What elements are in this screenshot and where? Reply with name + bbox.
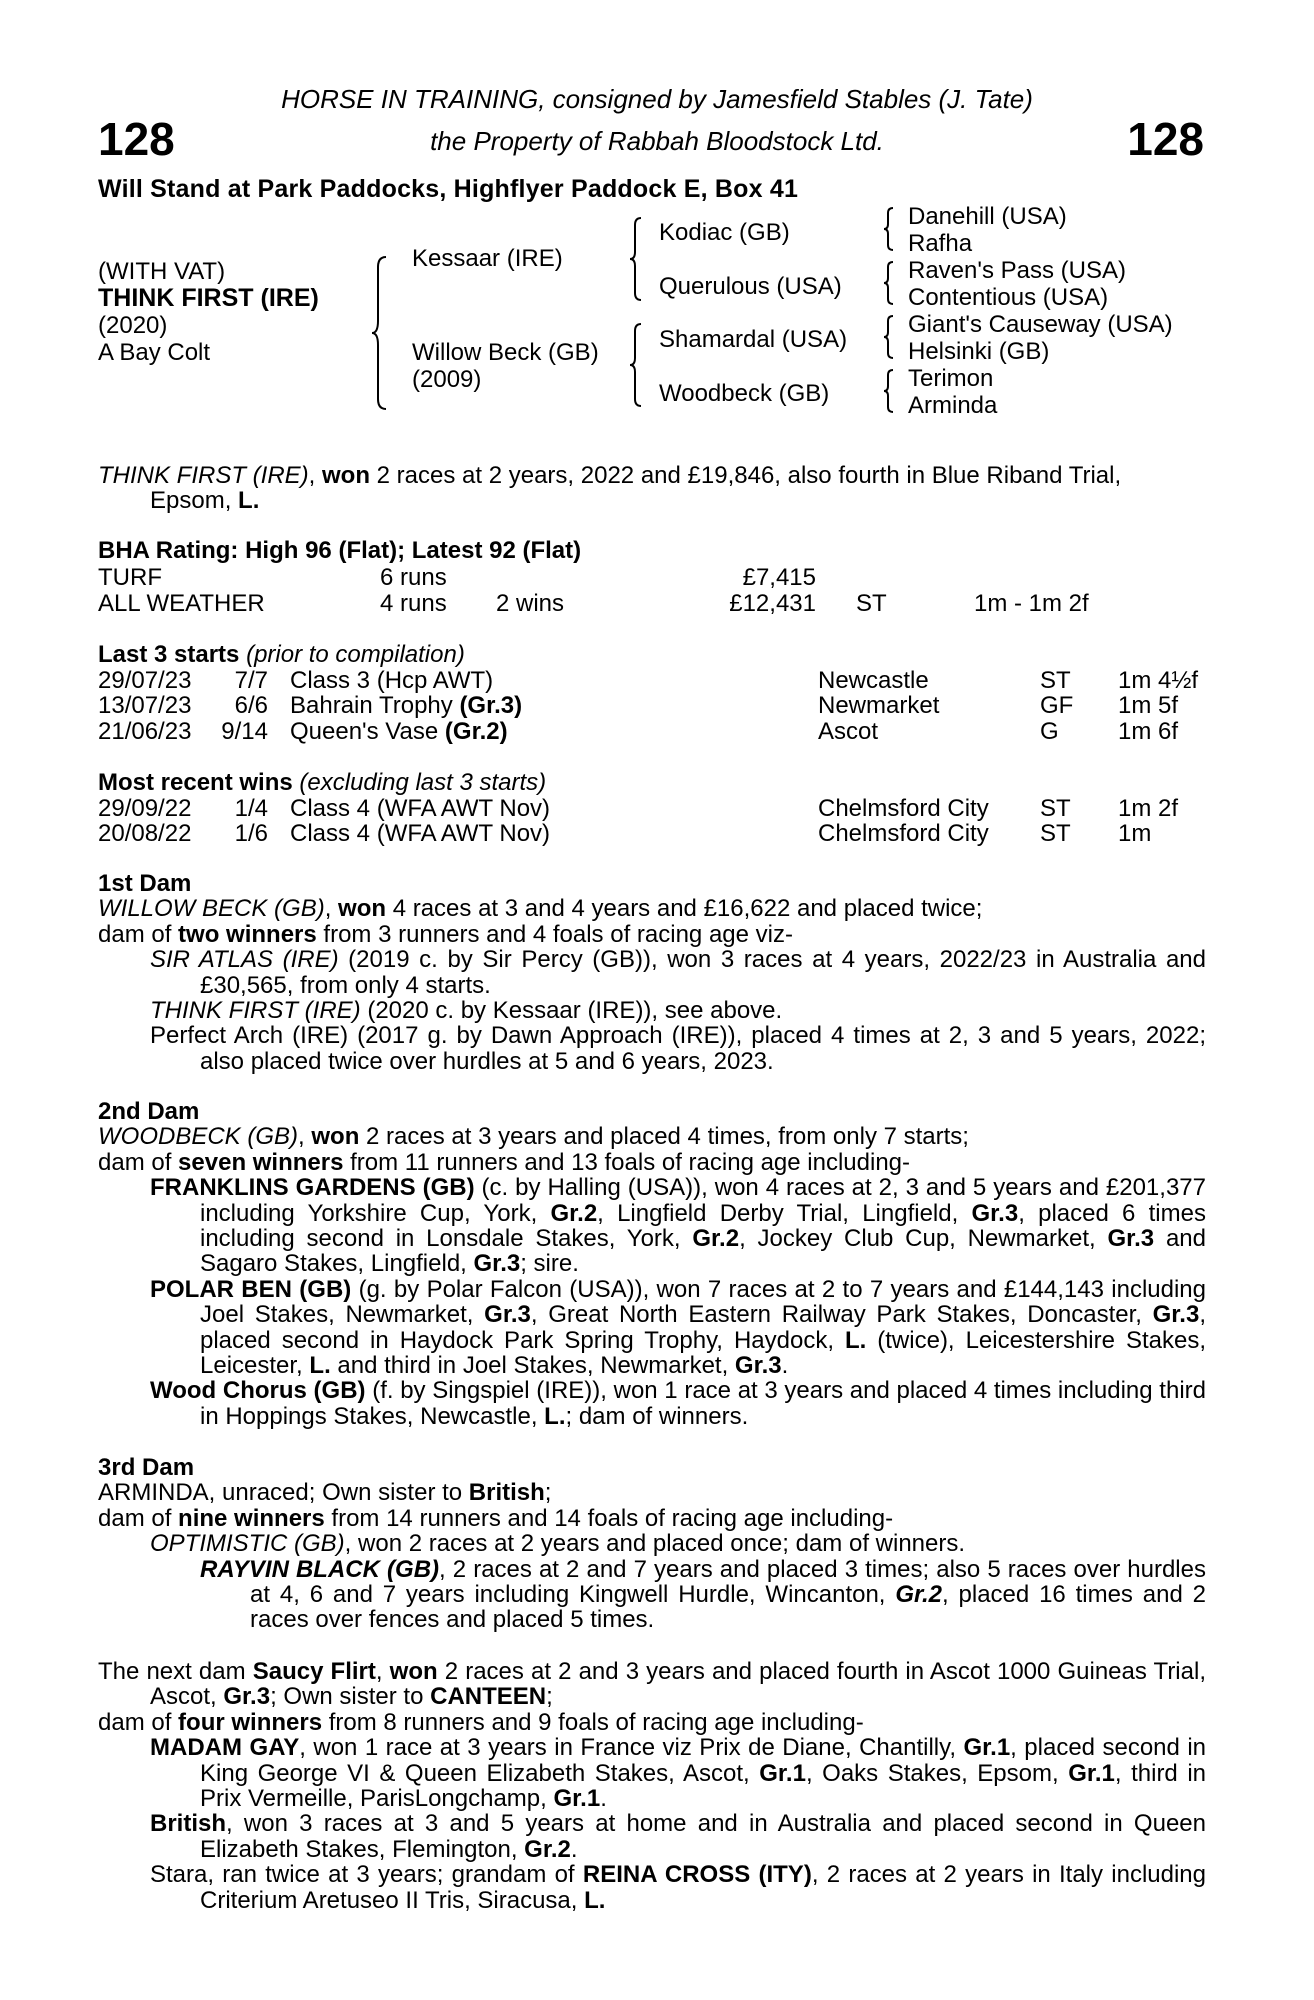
last3-row-going: ST (1040, 667, 1071, 694)
pedigree-sire: Kessaar (IRE) (412, 245, 563, 272)
recent-row-race: Class 4 (WFA AWT Nov) (290, 820, 551, 848)
last3-heading: Last 3 starts (prior to compilation) (98, 641, 465, 668)
pedigree-dam-sire: Shamardal (USA) (659, 326, 848, 353)
race-grade: (Gr.3) (459, 692, 523, 720)
produce-entry: SIR ATLAS (IRE) (2019 c. by Sir Percy (GB)), won 3 races at 4 years, 2022/23 in Australia and £30,565, from only 4 starts. (150, 946, 1206, 999)
pedigree-sire-dam: Querulous (USA) (659, 273, 842, 300)
stand-location: Will Stand at Park Paddocks, Highflyer Paddock E, Box 41 (98, 175, 799, 203)
last3-row-pos: 7/7 (234, 667, 268, 694)
aw-distance: 1m - 1m 2f (974, 590, 1089, 617)
horse-description: A Bay Colt (98, 339, 211, 366)
recent-row-going: ST (1040, 820, 1071, 848)
recent-row-pos: 1/4 (234, 795, 268, 822)
property-line: the Property of Rabbah Bloodstock Ltd. (430, 126, 884, 156)
race-name: Bahrain Trophy (290, 692, 460, 720)
produce-entry: FRANKLINS GARDENS (GB) (c. by Halling (USA)), won 4 races at 2, 3 and 5 years and £201,377 including Yorkshire Cup, York, Gr.2, Lingfield Derby Trial, Lingfield, Gr.3, placed 6 times including second in Lonsdale Stakes, York, Gr.2, Jockey Club Cup, Newmarket, Gr.3 and Sagaro Stakes, Lingfield, Gr.3; sire. (150, 1174, 1206, 1278)
third-dam-section: 3rd Dam ARMINDA, unraced; Own sister to British; dam of nine winners from 14 runners and 14 foals of racing age including- OPTIMISTIC (GB), won 2 races at 2 years and placed once; dam of winners. RAYVIN BLACK (GB), 2 races at 2 and 7 years and placed 3 times; also 5 races over hurdles at 4, 6 and 7 years including Kingwell Hurdle, Wincanton, Gr.2, placed 16 times and 2 races over fences and placed 5 times. (98, 1454, 1206, 1634)
pedigree-ggp-1: Danehill (USA) (908, 203, 1067, 230)
last3-row-race: Class 3 (Hcp AWT) (290, 667, 494, 694)
produce-entry: Stara, ran twice at 3 years; grandam of REINA CROSS (ITY), 2 races at 2 years in Italy including Criterium Aretuseo II Tris, Siracusa, L. (150, 1861, 1206, 1914)
recent-row-pos: 1/6 (234, 820, 268, 848)
first-dam-heading: 1st Dam (98, 870, 192, 897)
pedigree-ggp-3: Raven's Pass (USA) (908, 257, 1126, 284)
pedigree-dam-dam: Woodbeck (GB) (659, 380, 830, 407)
produce-entry: OPTIMISTIC (GB), won 2 races at 2 years and placed once; dam of winners. (150, 1530, 966, 1558)
lot-number-left: 128 (98, 113, 175, 165)
last3-row-course: Newcastle (818, 667, 929, 694)
turf-label: TURF (98, 564, 162, 591)
aw-going: ST (856, 590, 887, 617)
last3-row-date: 29/07/23 (98, 667, 192, 694)
recent-row-course: Chelmsford City (818, 795, 989, 822)
last3-row-course: Newmarket (818, 692, 940, 720)
aw-runs: 4 runs (380, 590, 447, 617)
turf-runs: 6 runs (380, 564, 447, 591)
recent-row-date: 20/08/22 (98, 820, 192, 848)
pedigree-ggp-8: Arminda (908, 392, 998, 419)
pedigree-ggp-4: Contentious (USA) (908, 284, 1109, 311)
horse-name: THINK FIRST (IRE) (98, 284, 319, 312)
last3-row-pos: 6/6 (234, 692, 268, 720)
last3-row-course: Ascot (818, 717, 879, 745)
produce-entry: Wood Chorus (GB) (f. by Singspiel (IRE)), won 1 race at 3 years and placed 4 times including third in Hoppings Stakes, Newcastle, L.; dam of winners. (150, 1377, 1206, 1430)
pedigree-brace-g3 (882, 314, 896, 360)
pedigree-dam: Willow Beck (GB) (412, 339, 599, 366)
last3-row-date: 21/06/23 (98, 717, 192, 745)
produce-entry: RAYVIN BLACK (GB), 2 races at 2 and 7 years and placed 3 times; also 5 races over hurdles at 4, 6 and 7 years including Kingwell Hurdle, Wincanton, Gr.2, placed 16 times and 2 races over fences and placed 5 times. (200, 1555, 1206, 1634)
summary-horse-name: THINK FIRST (IRE) (98, 462, 309, 489)
race-name: Queen's Vase (290, 717, 445, 745)
pedigree-ggp-2: Rafha (908, 230, 973, 257)
vat-note: (WITH VAT) (98, 258, 226, 285)
race-summary: THINK FIRST (IRE), won 2 races at 2 years, 2022 and £19,846, also fourth in Blue Riband Trial, Epsom, L. (98, 462, 1122, 515)
pedigree-brace-main (370, 255, 390, 411)
pedigree-brace-g1 (882, 206, 896, 252)
produce-entry: Perfect Arch (IRE) (2017 g. by Dawn Approach (IRE)), placed 4 times at 2, 3 and 5 years, 2022; also placed twice over hurdles at 5 and 6 years, 2023. (150, 1022, 1206, 1075)
pedigree-ggp-7: Terimon (908, 365, 994, 392)
recent-row-race: Class 4 (WFA AWT Nov) (290, 795, 551, 822)
consignor-line: HORSE IN TRAINING, consigned by Jamesfield Stables (J. Tate) (281, 84, 1033, 114)
pedigree-brace-g4 (882, 368, 896, 414)
last3-row-pos: 9/14 (221, 717, 268, 745)
lot-number-right: 128 (1127, 113, 1204, 165)
recent-row-dist: 1m 2f (1118, 795, 1179, 822)
recent-row-dist: 1m (1118, 820, 1152, 848)
next-dam-section: The next dam Saucy Flirt, won 2 races at 2 and 3 years and placed fourth in Ascot 1000 Guineas Trial, Ascot, Gr.3; Own sister to CANTEEN; dam of four winners from 8 runners and 9 foals of racing age including- MADAM GAY, won 1 race at 3 years in France viz Prix de Diane, Chantilly, Gr.1, placed second in King George VI & Queen Elizabeth Stakes, Ascot, Gr.1, Oaks Stakes, Epsom, Gr.1, third in Prix Vermeille, ParisLongchamp, Gr.1. British, won 3 races at 3 and 5 years at home and in Australia and placed second in Queen Elizabeth Stakes, Flemington, Gr.2. Stara, ran twice at 3 years; grandam of REINA CROSS (ITY), 2 races at 2 years in Italy including Criterium Aretuseo II Tris, Siracusa, L. (98, 1658, 1207, 1914)
horse-year: (2020) (98, 312, 168, 339)
race-grade: (Gr.2) (444, 717, 508, 745)
aw-label: ALL WEATHER (98, 590, 265, 617)
aw-wins: 2 wins (496, 590, 565, 617)
produce-entry: THINK FIRST (IRE) (2020 c. by Kessaar (IRE)), see above. (150, 997, 783, 1025)
recent-wins-heading: Most recent wins (excluding last 3 starts) (98, 769, 547, 796)
last3-row-dist: 1m 6f (1118, 717, 1179, 745)
last3-row-going: G (1040, 717, 1059, 745)
pedigree-brace-dam (628, 322, 644, 408)
second-dam-section: 2nd Dam WOODBECK (GB), won 2 races at 3 years and placed 4 times, from only 7 starts; dam of seven winners from 11 runners and 13 foals of racing age including- FRANKLINS GARDENS (GB) (c. by Halling (USA)), won 4 races at 2, 3 and 5 years and £201,377 including Yorkshire Cup, York, Gr.2, Lingfield Derby Trial, Lingfield, Gr.3, placed 6 times including second in Lonsdale Stakes, York, Gr.2, Jockey Club Cup, Newmarket, Gr.3 and Sagaro Stakes, Lingfield, Gr.3; sire. POLAR BEN (GB) (g. by Polar Falcon (USA)), won 7 races at 2 to 7 years and £144,143 including Joel Stakes, Newmarket, Gr.3, Great North Eastern Railway Park Stakes, Doncaster, Gr.3, placed second in Haydock Park Spring Trophy, Haydock, L. (twice), Leicestershire Stakes, Leicester, L. and third in Joel Stakes, Newmarket, Gr.3. Wood Chorus (GB) (f. by Singspiel (IRE)), won 1 race at 3 years and placed 4 times including third in Hoppings Stakes, Newcastle, L.; dam of winners. (98, 1098, 1206, 1430)
pedigree-ggp-5: Giant's Causeway (USA) (908, 311, 1173, 338)
pedigree-sire-sire: Kodiac (GB) (659, 219, 790, 246)
produce-entry: British, won 3 races at 3 and 5 years at home and in Australia and placed second in Queen Elizabeth Stakes, Flemington, Gr.2. (150, 1810, 1206, 1863)
last3-row-race (290, 692, 522, 720)
last3-row-race (290, 718, 508, 746)
pedigree-brace-g2 (882, 260, 896, 306)
pedigree-dam-year: (2009) (412, 366, 482, 393)
last3-row-dist: 1m 5f (1118, 692, 1179, 720)
aw-earnings: £12,431 (729, 590, 816, 617)
third-dam-heading: 3rd Dam (98, 1454, 195, 1481)
turf-earnings: £7,415 (742, 564, 816, 591)
first-dam-section: 1st Dam WILLOW BECK (GB), won 4 races at 3 and 4 years and £16,622 and placed twice; dam of two winners from 3 runners and 4 foals of racing age viz- SIR ATLAS (IRE) (2019 c. by Sir Percy (GB)), won 3 races at 4 years, 2022/23 in Australia and £30,565, from only 4 starts. THINK FIRST (IRE) (2020 c. by Kessaar (IRE)), see above. Perfect Arch (IRE) (2017 g. by Dawn Approach (IRE)), placed 4 times at 2, 3 and 5 years, 2022; also placed twice over hurdles at 5 and 6 years, 2023. (98, 870, 1206, 1075)
last3-row-date: 13/07/23 (98, 692, 192, 720)
recent-row-date: 29/09/22 (98, 795, 192, 822)
pedigree-brace-sire (628, 216, 644, 302)
last3-row-going: GF (1040, 692, 1074, 720)
recent-row-going: ST (1040, 795, 1071, 822)
last3-row-dist: 1m 4½f (1118, 667, 1199, 694)
second-dam-heading: 2nd Dam (98, 1098, 200, 1125)
bha-rating-heading: BHA Rating: High 96 (Flat); Latest 92 (Flat) (98, 537, 582, 564)
recent-row-course: Chelmsford City (818, 820, 989, 848)
produce-entry: MADAM GAY, won 1 race at 3 years in France viz Prix de Diane, Chantilly, Gr.1, placed second in King George VI & Queen Elizabeth Stakes, Ascot, Gr.1, Oaks Stakes, Epsom, Gr.1, third in Prix Vermeille, ParisLongchamp, Gr.1. (150, 1734, 1207, 1813)
pedigree-ggp-6: Helsinki (GB) (908, 338, 1050, 365)
produce-entry: POLAR BEN (GB) (g. by Polar Falcon (USA)), won 7 races at 2 to 7 years and £144,143 including Joel Stakes, Newmarket, Gr.3, Great North Eastern Railway Park Stakes, Doncaster, Gr.3, placed second in Haydock Park Spring Trophy, Haydock, L. (twice), Leicestershire Stakes, Leicester, L. and third in Joel Stakes, Newmarket, Gr.3. (150, 1275, 1206, 1380)
